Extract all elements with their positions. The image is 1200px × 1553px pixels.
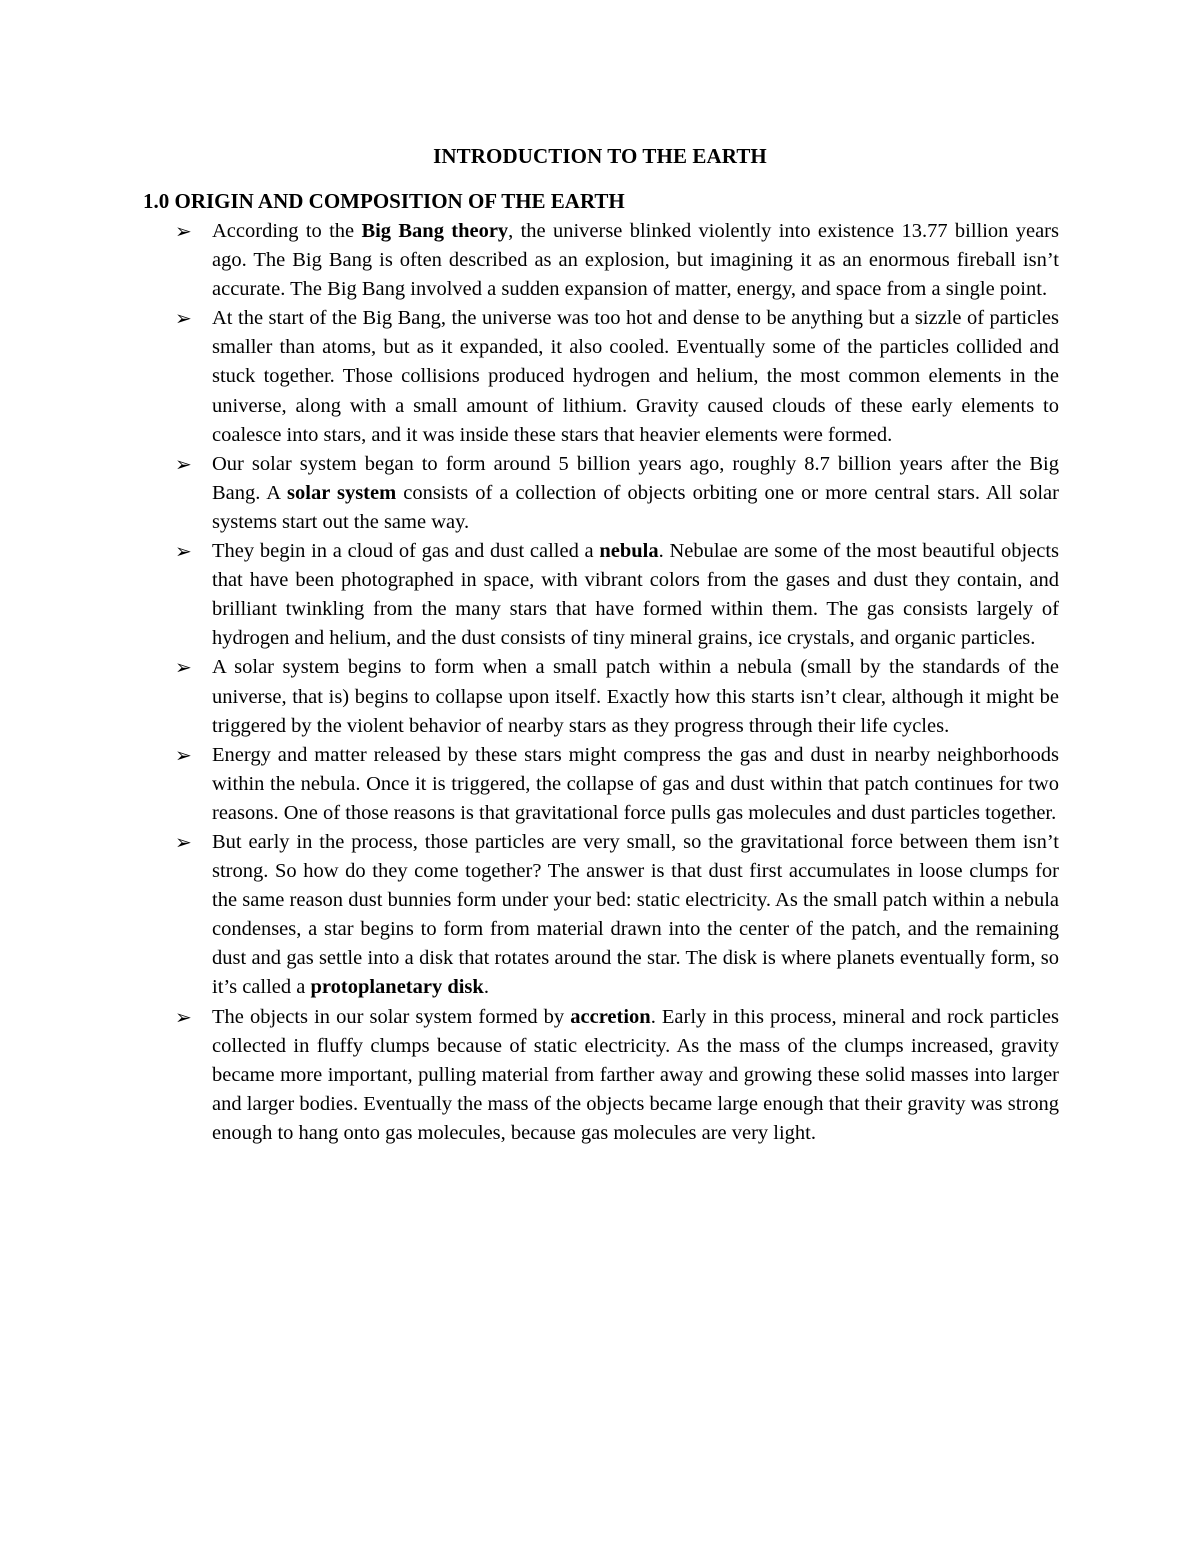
bullet-item <box>175 828 1059 1003</box>
bullet-item <box>175 741 1059 828</box>
bullet-text <box>212 453 1059 533</box>
bullet-text <box>212 1006 1059 1144</box>
text-segment: But early in the process, those particles are very small, so the gravitational force between them isn’t strong. So how do they come together? The answer is that dust first accumulates in loose clumps for the same reason dust bunnies form under your bed: static electricity. As the small patch within a nebula condenses, a star begins to form from material drawn into the center of the patch, and the remaining dust and gas settle into a disk that rotates around the star. The disk is where planets eventually form, so it’s called a <box>212 830 1059 999</box>
key-term: solar system <box>287 481 397 504</box>
text-segment: At the start of the Big Bang, the universe was too hot and dense to be anything but a sizzle of particles smaller than atoms, but as it expanded, it also cooled. Eventually some of the particles collided and stuck together. Those collisions produced hydrogen and helium, the most common elements in the universe, along with a small amount of lithium. Gravity caused clouds of these early elements to coalesce into stars, and it was inside these stars that heavier elements were formed. <box>212 307 1059 446</box>
bullet-item <box>175 304 1059 449</box>
bullet-text <box>212 744 1059 824</box>
text-segment: . <box>483 976 489 999</box>
arrow-bullet-icon: ➢ <box>175 219 192 243</box>
bullet-text <box>212 220 1059 300</box>
bullet-item <box>175 653 1059 740</box>
bullet-text <box>212 307 1059 445</box>
text-segment: . Nebulae are some of the most beautiful objects that have been photographed in space, with vibrant colors from the gases and dust they contain, and brilliant twinkling from the many stars that have formed within them. The gas consists largely of hydrogen and helium, and the dust consists of tiny mineral grains, ice crystals, and organic particles. <box>212 540 1060 650</box>
arrow-bullet-icon: ➢ <box>175 539 192 564</box>
arrow-bullet-icon: ➢ <box>175 1004 192 1029</box>
text-segment: Our solar system began to form around 5 billion years ago, roughly 8.7 billion years after the Big Bang. A <box>212 452 1059 504</box>
arrow-bullet-icon: ➢ <box>175 829 192 854</box>
bullet-list <box>175 217 1060 1148</box>
text-segment: Energy and matter released by these stars might compress the gas and dust in nearby neighborhoods within the nebula. Once it is triggered, the collapse of gas and dust within that patch continues for two reasons. One of those reasons is that gravitational force pulls gas molecules and dust particles together. <box>212 743 1059 824</box>
text-segment: According to the <box>212 220 362 242</box>
bullet-item <box>175 1003 1060 1148</box>
text-segment: They begin in a cloud of gas and dust called a <box>212 540 600 563</box>
document-title: INTRODUCTION TO THE EARTH <box>433 144 767 168</box>
text-segment: A solar system begins to form when a small patch within a nebula (small by the standards of the universe, that is) begins to collapse upon itself. Exactly how this starts isn’t clear, although it might be triggered by the violent behavior of nearby stars as they progress through their life cycles. <box>212 656 1059 737</box>
arrow-bullet-icon: ➢ <box>175 451 192 476</box>
bullet-text <box>212 831 1059 998</box>
key-term: accretion <box>570 1005 651 1028</box>
bullet-item <box>175 537 1060 653</box>
text-segment: The objects in our solar system formed by <box>212 1005 571 1028</box>
section-heading: 1.0 ORIGIN AND COMPOSITION OF THE EARTH <box>143 189 625 213</box>
bullet-text <box>212 540 1059 649</box>
key-term: Big Bang theory <box>361 220 509 242</box>
key-term: nebula <box>599 540 659 563</box>
text-segment: consists of a collection of objects orbiting one or more central stars. All solar systems start out the same way. <box>212 481 1059 533</box>
arrow-bullet-icon: ➢ <box>175 655 192 680</box>
arrow-bullet-icon: ➢ <box>175 306 192 331</box>
bullet-item <box>175 450 1059 537</box>
bullet-item <box>175 217 1059 304</box>
text-segment: . Early in this process, mineral and rock particles collected in fluffy clumps because of static electricity. As the mass of the clumps increased, gravity became more important, pulling material from farther away and growing these solid masses into larger and larger bodies. Eventually the mass of the objects became large enough that their gravity was strong enough to hang onto gas molecules, because gas molecules are very light. <box>212 1005 1060 1144</box>
bullet-text <box>212 656 1059 736</box>
key-term: protoplanetary disk <box>310 976 484 999</box>
text-segment: , the universe blinked violently into existence 13.77 billion years ago. The Big Bang is often described as an explosion, but imagining it as an enormous fireball isn’t accurate. The Big Bang involved a sudden expansion of matter, energy, and space from a single point. <box>212 220 1059 301</box>
arrow-bullet-icon: ➢ <box>175 742 192 767</box>
